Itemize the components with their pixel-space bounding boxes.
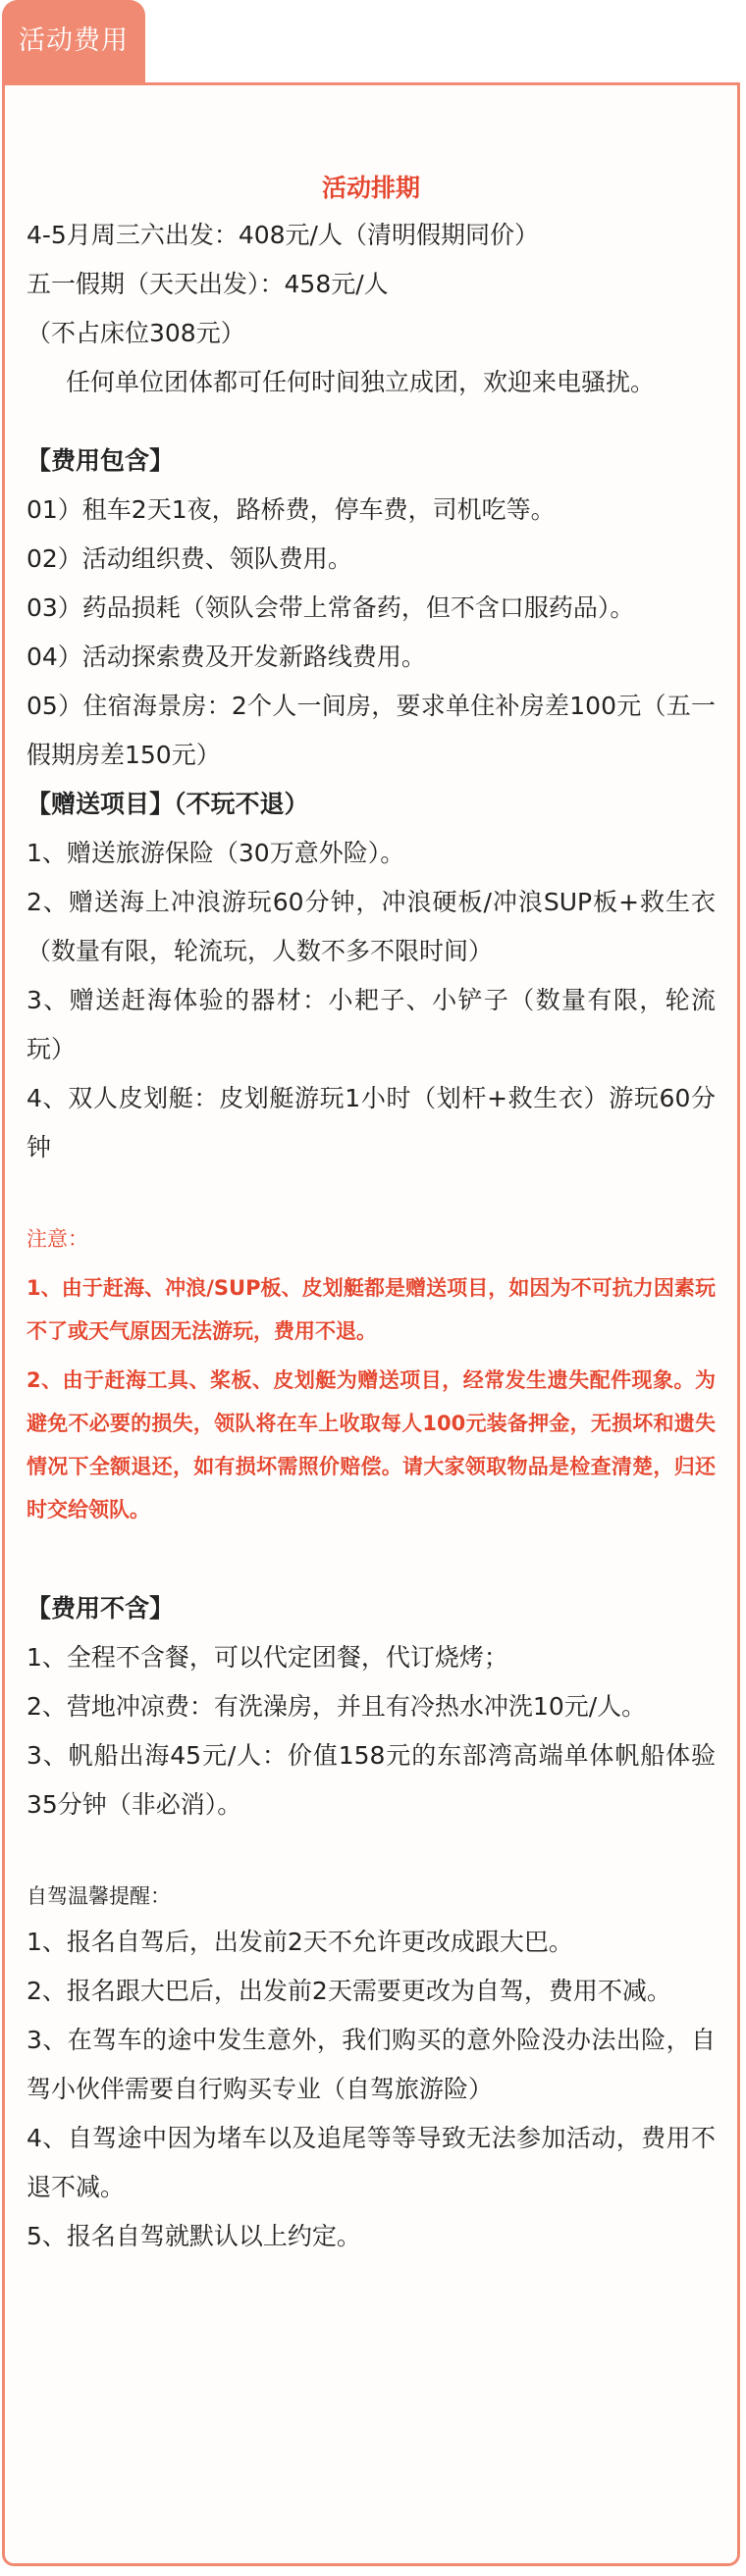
included-item: 05）住宿海景房：2个人一间房，要求单住补房差100元（五一假期房差150元） xyxy=(27,692,716,769)
excluded-item: 1、全程不含餐，可以代定团餐，代订烧烤； xyxy=(27,1643,508,1672)
schedule-line: 任何单位团体都可任何时间独立成团，欢迎来电骚扰。 xyxy=(66,368,656,396)
schedule-title: 活动排期 xyxy=(321,174,420,202)
schedule-line: 4-5月周三六出发：408元/人（清明假期同价） xyxy=(27,221,539,249)
notice-item: 2、由于赶海工具、桨板、皮划艇为赠送项目，经常发生遗失配件现象。为避免不必要的损失，领队将在车上收取每人100元装备押金，无损坏和遗失情况下全额退还，如有损坏需照价赔偿。请大家领取物品是检查清楚，归还时交给领队。 xyxy=(27,1368,716,1521)
selfdrive-item: 3、在驾车的途中发生意外，我们购买的意外险没办法出险，自驾小伙伴需要自行购买专业（自驾旅游险） xyxy=(27,2026,716,2103)
included-heading: 【费用包含】 xyxy=(27,446,175,475)
notice-title: 注意： xyxy=(27,1227,88,1251)
gift-item: 3、赠送赶海体验的器材：小耙子、小铲子（数量有限，轮流玩） xyxy=(27,986,716,1063)
gift-item: 2、赠送海上冲浪游玩60分钟，冲浪硬板/冲浪SUP板+救生衣（数量有限，轮流玩，人数不多不限时间） xyxy=(27,888,716,965)
schedule-line: （不占床位308元） xyxy=(27,319,245,347)
notice-item: 1、由于赶海、冲浪/SUP板、皮划艇都是赠送项目，如因为不可抗力因素玩不了或天气原因无法游玩，费用不退。 xyxy=(27,1276,716,1343)
excluded-heading: 【费用不含】 xyxy=(27,1594,175,1623)
selfdrive-item: 1、报名自驾后，出发前2天不允许更改成跟大巴。 xyxy=(27,1928,573,1956)
content-body xyxy=(5,85,737,2261)
excluded-item: 2、营地冲凉费：有洗澡房，并且有冷热水冲洗10元/人。 xyxy=(27,1692,647,1721)
selfdrive-item: 5、报名自驾就默认以上约定。 xyxy=(27,2222,361,2250)
content-frame xyxy=(2,82,740,2566)
schedule-line: 五一假期（天天出发）：458元/人 xyxy=(27,270,389,298)
excluded-item: 3、帆船出海45元/人：价值158元的东部湾高端单体帆船体验35分钟（非必消）。 xyxy=(27,1741,716,1819)
selfdrive-item: 2、报名跟大巴后，出发前2天需要更改为自驾，费用不减。 xyxy=(27,1977,671,2005)
section-tab: 活动费用 xyxy=(2,0,145,82)
included-item: 03）药品损耗（领队会带上常备药，但不含口服药品）。 xyxy=(27,593,635,622)
gift-item: 4、双人皮划艇：皮划艇游玩1小时（划杆+救生衣）游玩60分钟 xyxy=(27,1084,716,1161)
included-item: 01）租车2天1夜，路桥费，停车费，司机吃等。 xyxy=(27,495,556,524)
selfdrive-item: 4、自驾途中因为堵车以及追尾等等导致无法参加活动，费用不退不减。 xyxy=(27,2124,716,2201)
gift-item: 1、赠送旅游保险（30万意外险）。 xyxy=(27,839,405,867)
selfdrive-title: 自驾温馨提醒： xyxy=(27,1884,171,1908)
included-item: 02）活动组织费、领队费用。 xyxy=(27,544,352,573)
gifts-heading: 【赠送项目】（不玩不退） xyxy=(27,790,309,818)
included-item: 04）活动探索费及开发新路线费用。 xyxy=(27,643,426,671)
